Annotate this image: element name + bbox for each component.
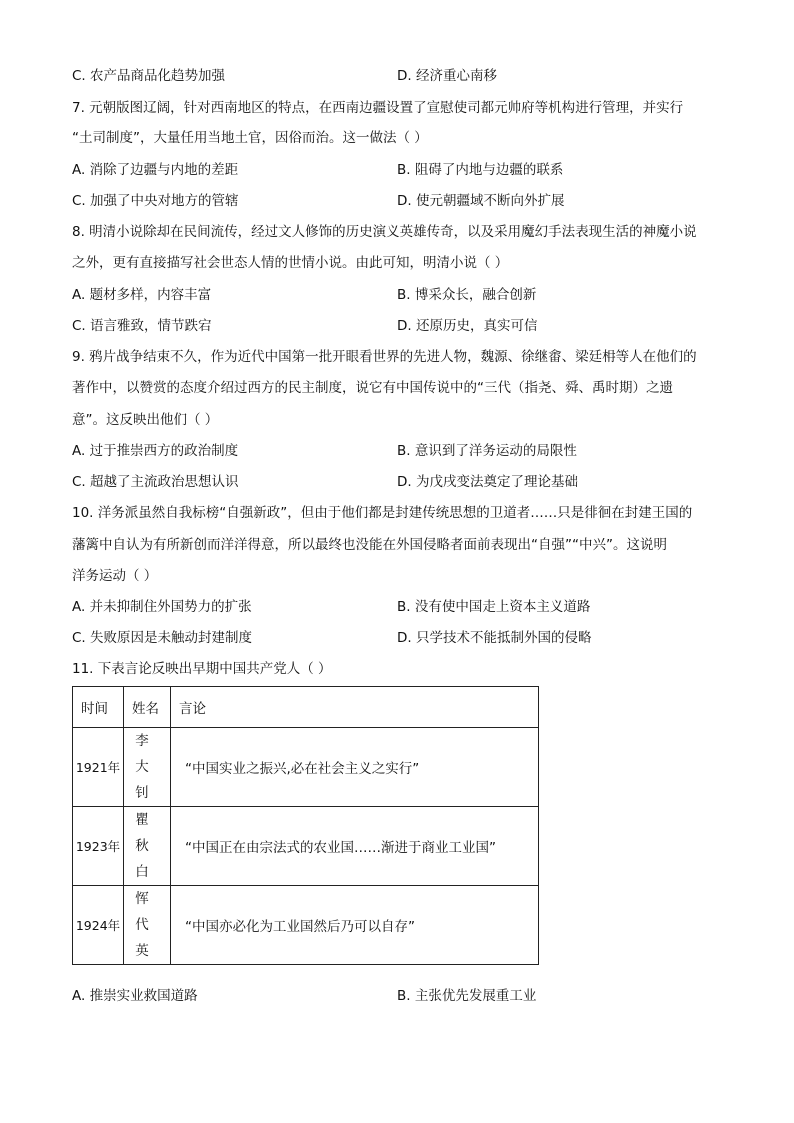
q9-stem-line-1: 9. 鸦片战争结束不久，作为近代中国第一批开眼看世界的先进人物，魏源、徐继畬、梁廷枏等人在他们的 (72, 349, 697, 365)
q9-option-b: B. 意识到了洋务运动的局限性 (397, 443, 577, 459)
q7-stem-line-1: 7. 元朝版图辽阔，针对西南地区的特点，在西南边疆设置了宣慰使司都元帅府等机构进行管理，并实行 (72, 100, 684, 116)
row-name (124, 886, 171, 965)
header-quote: 言论 (171, 687, 539, 728)
row-quote: “中国实业之振兴,必在社会主义之实行” (171, 728, 539, 807)
row-year: 1924年 (73, 886, 124, 965)
q11-quote-table (72, 686, 539, 965)
q7-option-b: B. 阻碍了内地与边疆的联系 (397, 162, 564, 178)
row-name (124, 807, 171, 886)
q10-option-d: D. 只学技术不能抵制外国的侵略 (397, 630, 592, 646)
row-name-part-1: 李 大 (135, 733, 159, 775)
q9-stem-line-2: 著作中，以赞赏的态度介绍过西方的民主制度，说它有中国传说中的“三代（指尧、舜、禹时期）之遗 (72, 380, 673, 396)
q7-option-d: D. 使元朝疆域不断向外扩展 (397, 193, 565, 209)
header-name: 姓名 (124, 687, 171, 728)
row-year: 1921年 (73, 728, 124, 807)
q7-option-c: C. 加强了中央对地方的管辖 (72, 193, 239, 209)
q9-option-c: C. 超越了主流政治思想认识 (72, 474, 239, 490)
table-row (73, 886, 539, 965)
row-name-part-1: 瞿 秋 (135, 812, 159, 854)
q9-option-d: D. 为戊戌变法奠定了理论基础 (397, 474, 578, 490)
q8-option-c: C. 语言雅致，情节跌宕 (72, 318, 212, 334)
row-year: 1923年 (73, 807, 124, 886)
q9-stem-line-3: 意”。这反映出他们（ ） (72, 412, 219, 428)
q8-stem-line-1: 8. 明清小说除却在民间流传，经过文人修饰的历史演义英雄传奇，以及采用魔幻手法表现生活的神魔小说 (72, 224, 697, 240)
row-quote: “中国正在由宗法式的农业国……渐进于商业工业国” (171, 807, 539, 886)
q10-option-b: B. 没有使中国走上资本主义道路 (397, 599, 591, 615)
q8-option-a: A. 题材多样，内容丰富 (72, 287, 212, 303)
q8-stem-line-2: 之外，更有直接描写社会世态人情的世情小说。由此可知，明清小说（ ） (72, 255, 509, 271)
header-time: 时间 (73, 687, 124, 728)
q8-option-b: B. 博采众长，融合创新 (397, 287, 537, 303)
q7-stem-line-2: “土司制度”，大量任用当地土官，因俗而治。这一做法（ ） (72, 130, 428, 146)
row-quote: “中国亦必化为工业国然后乃可以自存” (171, 886, 539, 965)
table-row (73, 807, 539, 886)
row-name-part-2: 白 (135, 864, 159, 880)
q11-stem: 11. 下表言论反映出早期中国共产党人（ ） (72, 661, 332, 677)
q10-option-c: C. 失败原因是未触动封建制度 (72, 630, 253, 646)
q8-option-d: D. 还原历史，真实可信 (397, 318, 538, 334)
q7-option-a: A. 消除了边疆与内地的差距 (72, 162, 239, 178)
row-name-part-2: 英 (135, 943, 159, 959)
q9-option-a: A. 过于推崇西方的政治制度 (72, 443, 239, 459)
row-name-part-2: 钊 (135, 785, 159, 801)
option-d-prev: D. 经济重心南移 (397, 68, 497, 84)
q11-option-b: B. 主张优先发展重工业 (397, 988, 537, 1004)
row-name (124, 728, 171, 807)
q11-option-a: A. 推崇实业救国道路 (72, 988, 198, 1004)
q10-stem-line-3: 洋务运动（ ） (72, 568, 158, 584)
q10-option-a: A. 并未抑制住外国势力的扩张 (72, 599, 252, 615)
row-name-part-1: 恽 代 (135, 891, 159, 933)
table-row (73, 728, 539, 807)
option-c-prev: C. 农产品商品化趋势加强 (72, 68, 226, 84)
table-header-row (73, 687, 539, 728)
q10-stem-line-2: 藩篱中自认为有所新创而洋洋得意，所以最终也没能在外国侵略者面前表现出“自强”“中兴”。这说明 (72, 537, 667, 553)
q10-stem-line-1: 10. 洋务派虽然自我标榜“自强新政”，但由于他们都是封建传统思想的卫道者……只是徘徊在封建王国的 (72, 505, 693, 521)
